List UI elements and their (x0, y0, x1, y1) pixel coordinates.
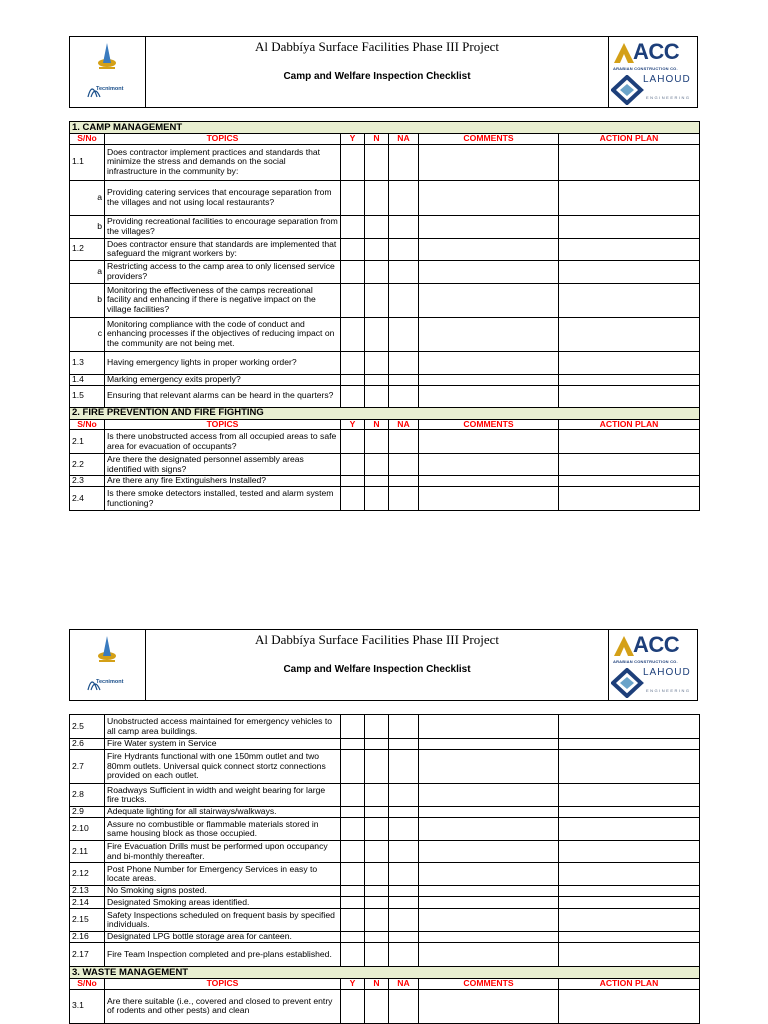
page1-header (69, 36, 698, 108)
comments-cell[interactable] (419, 784, 559, 807)
comments-cell[interactable] (419, 374, 559, 385)
na-cell[interactable] (389, 385, 419, 407)
table-row (70, 818, 700, 841)
row-topic: Unobstructed access maintained for emergency vehicles to all camp area buildings. (105, 715, 341, 739)
y-cell[interactable] (341, 374, 365, 385)
col-na: NA (389, 419, 419, 430)
y-cell[interactable] (341, 454, 365, 476)
action-plan-cell[interactable] (559, 739, 700, 750)
comments-cell[interactable] (419, 351, 559, 374)
row-topic: Ensuring that relevant alarms can be heard in the quarters? (105, 385, 341, 407)
page2-checklist-table (69, 714, 700, 1024)
n-cell[interactable] (365, 238, 389, 260)
tecnimont-logo-icon (70, 37, 146, 107)
y-cell[interactable] (341, 351, 365, 374)
action-plan-cell[interactable] (559, 283, 700, 317)
table-row (70, 374, 700, 385)
section-header-camp-management (70, 122, 700, 134)
row-topic: Are there the designated personnel assembly areas identified with signs? (105, 454, 341, 476)
n-cell[interactable] (365, 454, 389, 476)
col-sno: S/No (70, 134, 105, 145)
y-cell[interactable] (341, 385, 365, 407)
row-number: 3.1 (70, 989, 105, 1023)
n-cell[interactable] (365, 476, 389, 487)
n-cell[interactable] (365, 784, 389, 807)
col-action-plan: ACTION PLAN (559, 979, 700, 990)
col-y: Y (341, 979, 365, 990)
n-cell[interactable] (365, 351, 389, 374)
comments-cell[interactable] (419, 818, 559, 841)
comments-cell[interactable] (419, 238, 559, 260)
row-number: 2.6 (70, 739, 105, 750)
row-number: a (70, 260, 105, 283)
y-cell[interactable] (341, 784, 365, 807)
na-cell[interactable] (389, 374, 419, 385)
comments-cell[interactable] (419, 215, 559, 238)
row-topic: Are there any fire Extinguishers Installed? (105, 476, 341, 487)
action-plan-cell[interactable] (559, 932, 700, 943)
action-plan-cell[interactable] (559, 841, 700, 863)
y-cell[interactable] (341, 932, 365, 943)
action-plan-cell[interactable] (559, 715, 700, 739)
action-plan-cell[interactable] (559, 943, 700, 967)
na-cell[interactable] (389, 841, 419, 863)
na-cell[interactable] (389, 283, 419, 317)
row-topic: Designated Smoking areas identified. (105, 897, 341, 909)
row-number: 2.14 (70, 897, 105, 909)
n-cell[interactable] (365, 932, 389, 943)
y-cell[interactable] (341, 818, 365, 841)
row-number: 2.9 (70, 807, 105, 818)
row-topic: Does contractor implement practices and standards that minimize the stress and demands on the social infrastructure in the community by: (105, 144, 341, 180)
n-cell[interactable] (365, 818, 389, 841)
row-topic: Fire Evacuation Drills must be performed upon occupancy and bi-monthly thereafter. (105, 841, 341, 863)
comments-cell[interactable] (419, 430, 559, 454)
comments-cell[interactable] (419, 932, 559, 943)
action-plan-cell[interactable] (559, 807, 700, 818)
na-cell[interactable] (389, 750, 419, 784)
row-topic: No Smoking signs posted. (105, 886, 341, 897)
table-row (70, 886, 700, 897)
row-number: 2.4 (70, 487, 105, 511)
n-cell[interactable] (365, 863, 389, 886)
na-cell[interactable] (389, 909, 419, 932)
y-cell[interactable] (341, 260, 365, 283)
comments-cell[interactable] (419, 897, 559, 909)
n-cell[interactable] (365, 841, 389, 863)
comments-cell[interactable] (419, 841, 559, 863)
checklist-title: Camp and Welfare Inspection Checklist (283, 71, 471, 82)
row-number: 2.15 (70, 909, 105, 932)
na-cell[interactable] (389, 739, 419, 750)
tecnimont-logo-icon (70, 630, 146, 700)
y-cell[interactable] (341, 943, 365, 967)
row-topic: Fire Team Inspection completed and pre-plans established. (105, 943, 341, 967)
na-cell[interactable] (389, 144, 419, 180)
na-cell[interactable] (389, 807, 419, 818)
na-cell[interactable] (389, 715, 419, 739)
comments-cell[interactable] (419, 454, 559, 476)
table-row (70, 351, 700, 374)
section-header-fire-prevention (70, 407, 700, 419)
na-cell[interactable] (389, 943, 419, 967)
tecnimont-logo-cell (70, 630, 146, 700)
action-plan-cell[interactable] (559, 215, 700, 238)
row-topic: Adequate lighting for all stairways/walkways. (105, 807, 341, 818)
row-number: 1.2 (70, 238, 105, 260)
table-row (70, 283, 700, 317)
action-plan-cell[interactable] (559, 144, 700, 180)
table-row (70, 260, 700, 283)
row-number: 1.3 (70, 351, 105, 374)
project-title: Al Dabbíya Surface Facilities Phase III Project (254, 632, 500, 647)
acc-triangle-icon (613, 635, 635, 657)
comments-cell[interactable] (419, 317, 559, 351)
col-sno: S/No (70, 419, 105, 430)
table-row (70, 144, 700, 180)
row-number: 2.10 (70, 818, 105, 841)
y-cell[interactable] (341, 215, 365, 238)
table-row (70, 317, 700, 351)
action-plan-cell[interactable] (559, 487, 700, 511)
row-topic: Is there unobstructed access from all occupied areas to safe area for evacuation of occupants? (105, 430, 341, 454)
n-cell[interactable] (365, 215, 389, 238)
row-number: 2.17 (70, 943, 105, 967)
table-row (70, 750, 700, 784)
table-row (70, 989, 700, 1023)
comments-cell[interactable] (419, 909, 559, 932)
action-plan-cell[interactable] (559, 238, 700, 260)
row-number: a (70, 180, 105, 215)
na-cell[interactable] (389, 989, 419, 1023)
comments-cell[interactable] (419, 385, 559, 407)
na-cell[interactable] (389, 351, 419, 374)
checklist-title: Camp and Welfare Inspection Checklist (283, 664, 471, 675)
col-sno: S/No (70, 979, 105, 990)
y-cell[interactable] (341, 897, 365, 909)
action-plan-cell[interactable] (559, 476, 700, 487)
section-title: 1. CAMP MANAGEMENT (70, 122, 700, 134)
row-number: 2.5 (70, 715, 105, 739)
tecnimont-label: Tecnimont (96, 86, 124, 92)
row-topic: Fire Hydrants functional with one 150mm outlet and two 80mm outlets. Universal quick connect stortz connections provided on each outlet. (105, 750, 341, 784)
row-topic: Marking emergency exits properly? (105, 374, 341, 385)
comments-cell[interactable] (419, 180, 559, 215)
n-cell[interactable] (365, 487, 389, 511)
n-cell[interactable] (365, 180, 389, 215)
n-cell[interactable] (365, 144, 389, 180)
col-n: N (365, 134, 389, 145)
na-cell[interactable] (389, 487, 419, 511)
n-cell[interactable] (365, 943, 389, 967)
row-topic: Restricting access to the camp area to only licensed service providers? (105, 260, 341, 283)
row-number: 2.12 (70, 863, 105, 886)
table-row (70, 385, 700, 407)
y-cell[interactable] (341, 863, 365, 886)
y-cell[interactable] (341, 283, 365, 317)
col-n: N (365, 979, 389, 990)
table-row (70, 454, 700, 476)
na-cell[interactable] (389, 476, 419, 487)
na-cell[interactable] (389, 260, 419, 283)
na-cell[interactable] (389, 180, 419, 215)
row-number: 2.8 (70, 784, 105, 807)
comments-cell[interactable] (419, 476, 559, 487)
y-cell[interactable] (341, 238, 365, 260)
action-plan-cell[interactable] (559, 454, 700, 476)
n-cell[interactable] (365, 886, 389, 897)
engineering-label: ENGINEERING (646, 688, 691, 693)
y-cell[interactable] (341, 144, 365, 180)
action-plan-cell[interactable] (559, 886, 700, 897)
row-topic: Is there smoke detectors installed, tested and alarm system functioning? (105, 487, 341, 511)
n-cell[interactable] (365, 909, 389, 932)
row-number: 2.16 (70, 932, 105, 943)
n-cell[interactable] (365, 739, 389, 750)
comments-cell[interactable] (419, 886, 559, 897)
acc-wordmark: ACC (633, 632, 680, 657)
table-row (70, 932, 700, 943)
n-cell[interactable] (365, 430, 389, 454)
row-topic: Safety Inspections scheduled on frequent basis by specified individuals. (105, 909, 341, 932)
row-topic: Does contractor ensure that standards are implemented that safeguard the migrant workers by: (105, 238, 341, 260)
action-plan-cell[interactable] (559, 989, 700, 1023)
col-action-plan: ACTION PLAN (559, 419, 700, 430)
table-row (70, 476, 700, 487)
row-topic: Monitoring compliance with the code of conduct and enhancing processes if the objectives of reducing impact on the community are not being met. (105, 317, 341, 351)
col-action-plan: ACTION PLAN (559, 134, 700, 145)
n-cell[interactable] (365, 897, 389, 909)
na-cell[interactable] (389, 454, 419, 476)
column-header-row (70, 979, 700, 990)
row-topic: Roadways Sufficient in width and weight bearing for large fire trucks. (105, 784, 341, 807)
acc-wordmark: ACC (633, 39, 680, 64)
action-plan-cell[interactable] (559, 430, 700, 454)
acc-triangle-icon (613, 42, 635, 64)
row-number: 2.2 (70, 454, 105, 476)
row-topic: Fire Water system in Service (105, 739, 341, 750)
na-cell[interactable] (389, 886, 419, 897)
row-number: 2.1 (70, 430, 105, 454)
n-cell[interactable] (365, 715, 389, 739)
table-row (70, 215, 700, 238)
y-cell[interactable] (341, 430, 365, 454)
comments-cell[interactable] (419, 943, 559, 967)
na-cell[interactable] (389, 863, 419, 886)
table-row (70, 739, 700, 750)
comments-cell[interactable] (419, 807, 559, 818)
table-row (70, 909, 700, 932)
lahoud-diamond-icon (611, 668, 645, 698)
col-topics: TOPICS (105, 419, 341, 430)
column-header-row (70, 134, 700, 145)
table-row (70, 715, 700, 739)
row-topic: Providing catering services that encourage separation from the villages and not using local restaurants? (105, 180, 341, 215)
n-cell[interactable] (365, 260, 389, 283)
n-cell[interactable] (365, 750, 389, 784)
na-cell[interactable] (389, 238, 419, 260)
row-number: 1.5 (70, 385, 105, 407)
action-plan-cell[interactable] (559, 351, 700, 374)
comments-cell[interactable] (419, 144, 559, 180)
comments-cell[interactable] (419, 750, 559, 784)
table-row (70, 807, 700, 818)
row-number: b (70, 283, 105, 317)
row-number: c (70, 317, 105, 351)
project-title: Al Dabbíya Surface Facilities Phase III Project (254, 39, 500, 54)
action-plan-cell[interactable] (559, 260, 700, 283)
comments-cell[interactable] (419, 715, 559, 739)
col-topics: TOPICS (105, 134, 341, 145)
section-header-waste-management (70, 967, 700, 979)
table-row (70, 784, 700, 807)
col-y: Y (341, 419, 365, 430)
column-header-row (70, 419, 700, 430)
table-row (70, 943, 700, 967)
table-row (70, 430, 700, 454)
n-cell[interactable] (365, 807, 389, 818)
n-cell[interactable] (365, 283, 389, 317)
page1-checklist-table (69, 121, 700, 511)
col-comments: COMMENTS (419, 419, 559, 430)
action-plan-cell[interactable] (559, 909, 700, 932)
row-number: b (70, 215, 105, 238)
acc-logo-cell (608, 630, 697, 700)
na-cell[interactable] (389, 897, 419, 909)
row-topic: Are there suitable (i.e., covered and closed to prevent entry of rodents and other pests) and clean (105, 989, 341, 1023)
lahoud-wordmark: LAHOUD (643, 74, 691, 85)
na-cell[interactable] (389, 932, 419, 943)
col-n: N (365, 419, 389, 430)
n-cell[interactable] (365, 374, 389, 385)
tecnimont-label: Tecnimont (96, 679, 124, 685)
na-cell[interactable] (389, 784, 419, 807)
row-number: 1.4 (70, 374, 105, 385)
y-cell[interactable] (341, 909, 365, 932)
col-y: Y (341, 134, 365, 145)
y-cell[interactable] (341, 807, 365, 818)
engineering-label: ENGINEERING (646, 95, 691, 100)
action-plan-cell[interactable] (559, 180, 700, 215)
page2-header (69, 629, 698, 701)
row-number: 1.1 (70, 144, 105, 180)
action-plan-cell[interactable] (559, 863, 700, 886)
comments-cell[interactable] (419, 260, 559, 283)
y-cell[interactable] (341, 317, 365, 351)
row-number: 2.13 (70, 886, 105, 897)
col-topics: TOPICS (105, 979, 341, 990)
table-row (70, 841, 700, 863)
table-row (70, 897, 700, 909)
col-na: NA (389, 979, 419, 990)
row-topic: Designated LPG bottle storage area for canteen. (105, 932, 341, 943)
action-plan-cell[interactable] (559, 317, 700, 351)
acc-logo-cell (608, 37, 697, 107)
row-number: 2.11 (70, 841, 105, 863)
row-number: 2.3 (70, 476, 105, 487)
row-number: 2.7 (70, 750, 105, 784)
na-cell[interactable] (389, 215, 419, 238)
table-row (70, 180, 700, 215)
comments-cell[interactable] (419, 739, 559, 750)
row-topic: Providing recreational facilities to encourage separation from the villages? (105, 215, 341, 238)
comments-cell[interactable] (419, 863, 559, 886)
row-topic: Having emergency lights in proper working order? (105, 351, 341, 374)
action-plan-cell[interactable] (559, 784, 700, 807)
comments-cell[interactable] (419, 989, 559, 1023)
action-plan-cell[interactable] (559, 897, 700, 909)
comments-cell[interactable] (419, 487, 559, 511)
n-cell[interactable] (365, 385, 389, 407)
table-row (70, 863, 700, 886)
comments-cell[interactable] (419, 283, 559, 317)
section-title: 3. WASTE MANAGEMENT (70, 967, 700, 979)
y-cell[interactable] (341, 750, 365, 784)
acc-subtitle: ARABIAN CONSTRUCTION CO. (613, 66, 678, 71)
y-cell[interactable] (341, 476, 365, 487)
lahoud-wordmark: LAHOUD (643, 667, 691, 678)
col-comments: COMMENTS (419, 979, 559, 990)
tecnimont-logo-cell (70, 37, 146, 107)
col-comments: COMMENTS (419, 134, 559, 145)
y-cell[interactable] (341, 886, 365, 897)
na-cell[interactable] (389, 818, 419, 841)
n-cell[interactable] (365, 317, 389, 351)
section-title: 2. FIRE PREVENTION AND FIRE FIGHTING (70, 407, 700, 419)
y-cell[interactable] (341, 180, 365, 215)
table-row (70, 487, 700, 511)
action-plan-cell[interactable] (559, 374, 700, 385)
lahoud-diamond-icon (611, 75, 645, 105)
col-na: NA (389, 134, 419, 145)
row-topic: Monitoring the effectiveness of the camps recreational facility and enhancing if there is negative impact on the village facilities? (105, 283, 341, 317)
row-topic: Post Phone Number for Emergency Services in easy to locate areas. (105, 863, 341, 886)
row-topic: Assure no combustible or flammable materials stored in same housing block as those occupied. (105, 818, 341, 841)
y-cell[interactable] (341, 989, 365, 1023)
action-plan-cell[interactable] (559, 385, 700, 407)
y-cell[interactable] (341, 841, 365, 863)
y-cell[interactable] (341, 487, 365, 511)
y-cell[interactable] (341, 715, 365, 739)
action-plan-cell[interactable] (559, 818, 700, 841)
na-cell[interactable] (389, 317, 419, 351)
acc-subtitle: ARABIAN CONSTRUCTION CO. (613, 659, 678, 664)
y-cell[interactable] (341, 739, 365, 750)
table-row (70, 238, 700, 260)
action-plan-cell[interactable] (559, 750, 700, 784)
n-cell[interactable] (365, 989, 389, 1023)
na-cell[interactable] (389, 430, 419, 454)
